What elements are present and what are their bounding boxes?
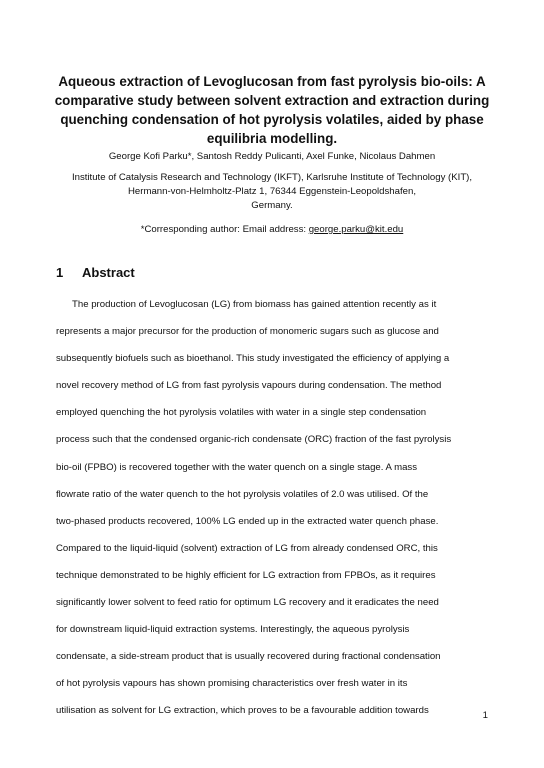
section-title: Abstract xyxy=(82,265,135,280)
abstract-body xyxy=(56,291,488,725)
abstract-line: for downstream liquid-liquid extraction systems. Interestingly, the aqueous pyrolysis xyxy=(56,624,410,636)
abstract-line: of hot pyrolysis vapours has shown promising characteristics over fresh water in its xyxy=(56,678,408,690)
abstract-line: process such that the condensed organic-rich condensate (ORC) fraction of the fast pyrolysis xyxy=(56,434,452,446)
abstract-line: utilisation as solvent for LG extraction, which proves to be a favourable addition towards xyxy=(56,705,429,717)
paper-title: Aqueous extraction of Levoglucosan from fast pyrolysis bio-oils: A comparative study between solvent extraction and extraction during quenching condensation of hot pyrolysis volatiles, aided by phase equilibria modelling. xyxy=(54,74,490,146)
corresponding-label: *Corresponding author: Email address: xyxy=(140,224,309,235)
abstract-line: technique demonstrated to be highly efficient for LG extraction from FPBOs, as it requires xyxy=(56,569,436,581)
section-heading xyxy=(56,265,135,281)
affiliation-line: Hermann-von-Helmholtz-Platz 1, 76344 Eggenstein-Leopoldshafen, xyxy=(128,186,416,197)
abstract-line: represents a major precursor for the production of monomeric sugars such as glucose and xyxy=(56,326,439,338)
affiliation-line: Germany. xyxy=(251,200,293,211)
corresponding-author xyxy=(40,223,504,236)
abstract-line: The production of Levoglucosan (LG) from biomass has gained attention recently as it xyxy=(72,299,437,310)
section-number: 1 xyxy=(56,265,64,280)
abstract-line: significantly lower solvent to feed ratio for optimum LG recovery and it eradicates the need xyxy=(56,597,439,609)
email-link[interactable]: george.parku@kit.edu xyxy=(308,224,404,235)
abstract-line: condensate, a side-stream product that is usually recovered during fractional condensation xyxy=(56,651,441,663)
page-number: 1 xyxy=(482,710,488,721)
author-list: George Kofi Parku*, Santosh Reddy Pulicanti, Axel Funke, Nicolaus Dahmen xyxy=(108,151,436,162)
affiliation xyxy=(40,171,504,213)
abstract-line: bio-oil (FPBO) is recovered together with the water quench on a single stage. A mass xyxy=(56,461,418,473)
abstract-line: flowrate ratio of the water quench to the hot pyrolysis volatiles of 2.0 was utilised. Of the xyxy=(56,488,429,500)
abstract-line: employed quenching the hot pyrolysis volatiles with water in a single step condensation xyxy=(56,407,427,419)
abstract-line: subsequently biofuels such as bioethanol. This study investigated the efficiency of applying a xyxy=(56,353,450,365)
abstract-line: Compared to the liquid-liquid (solvent) extraction of LG from already condensed ORC, this xyxy=(56,542,438,554)
abstract-line: novel recovery method of LG from fast pyrolysis vapours during condensation. The method xyxy=(56,380,442,392)
affiliation-line: Institute of Catalysis Research and Technology (IKFT), Karlsruhe Institute of Technology (KIT), xyxy=(71,172,473,183)
abstract-line: two-phased products recovered, 100% LG ended up in the extracted water quench phase. xyxy=(56,515,439,527)
